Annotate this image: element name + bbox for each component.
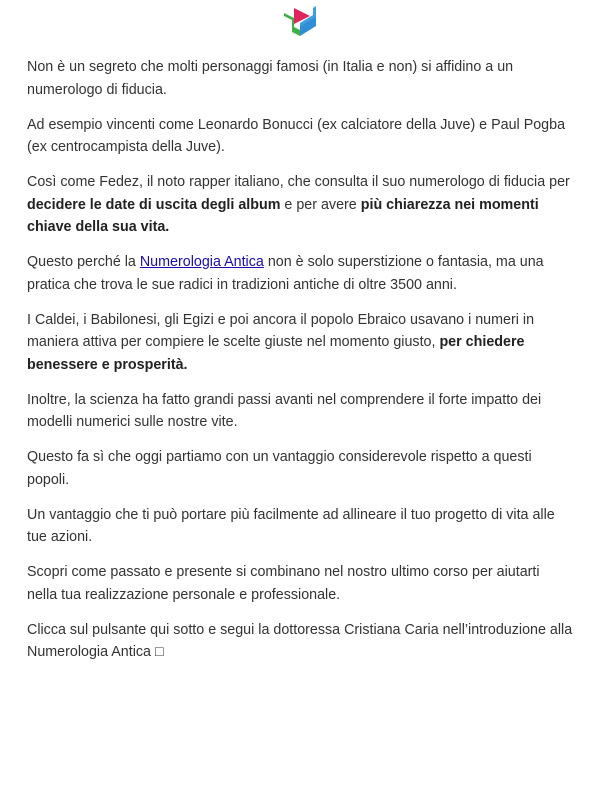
paragraph: Inoltre, la scienza ha fatto grandi passi avanti nel comprendere il forte impatto dei modelli numerici sulle nostre vite.: [27, 391, 542, 430]
paragraph: [27, 309, 573, 377]
paragraph: Questo fa sì che oggi partiamo con un vantaggio considerevole rispetto a questi popoli.: [27, 449, 532, 488]
text: I Caldei, i Babilonesi, gli Egizi e poi ancora il popolo Ebraico usavano i numeri in maniera attiva per compiere le scelte giuste nel momento giusto,: [27, 311, 535, 350]
article-body: [0, 56, 600, 664]
text: Questo perché la: [27, 254, 140, 270]
numerologia-antica-link[interactable]: Numerologia Antica: [139, 254, 264, 270]
text: e per avere: [280, 196, 361, 213]
text: non è solo superstizione o fantasia, ma una pratica che trova le sue radici in tradizioni antiche di oltre 3500 anni.: [27, 254, 544, 293]
paragraph: Clicca sul pulsante qui sotto e segui la dottoressa Cristiana Caria nell’introduzione alla Numerologia Antica □: [27, 621, 573, 660]
paragraph: Ad esempio vincenti come Leonardo Bonucci (ex calciatore della Juve) e Paul Pogba (ex centrocampista della Juve).: [27, 116, 566, 155]
paragraph: Un vantaggio che ti può portare più facilmente ad allineare il tuo progetto di vita alle tue azioni.: [27, 506, 555, 545]
paragraph: Scopri come passato e presente si combinano nel nostro ultimo corso per aiutarti nella tua realizzazione personale e professionale.: [27, 564, 540, 603]
paragraph: [27, 251, 573, 296]
bold-text: per chiedere benessere e prosperità.: [27, 334, 525, 373]
brand-logo-icon: [280, 4, 320, 38]
paragraph: Non è un segreto che molti personaggi famosi (in Italia e non) si affidino a un numerologo di fiducia.: [27, 59, 514, 98]
bold-text: decidere le date di uscita degli album: [27, 196, 281, 213]
text: Così come Fedez, il noto rapper italiano, che consulta il suo numerologo di fiducia per: [27, 174, 570, 190]
paragraph: [27, 171, 573, 239]
bold-text: più chiarezza nei momenti chiave della sua vita.: [27, 196, 539, 235]
